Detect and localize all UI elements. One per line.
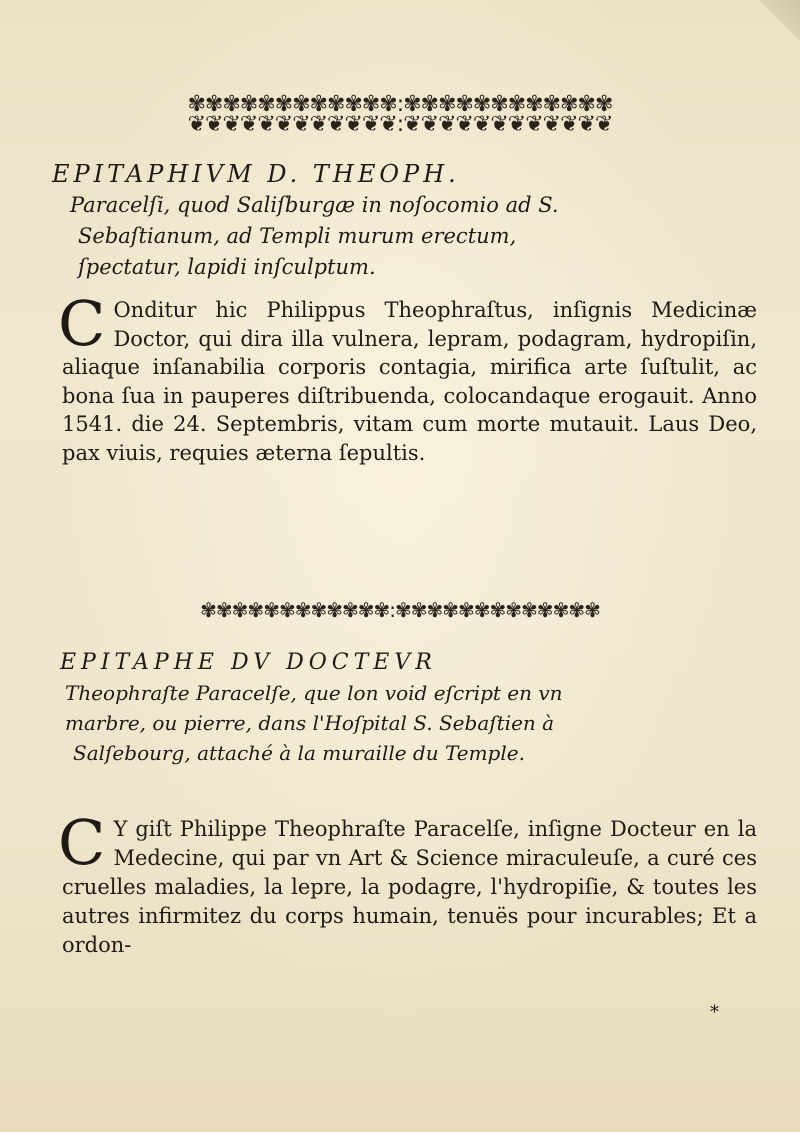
subtitle-line: marbre, ou pierre, dans l'Hoſpital S. Sebaſtien à — [65, 711, 555, 735]
ornament-row: ✾✾✾✾✾✾✾✾✾✾✾✾:✾✾✾✾✾✾✾✾✾✾✾✾ — [187, 92, 613, 117]
latin-epitaph-subtitle — [70, 190, 760, 283]
drop-cap: C — [58, 287, 106, 360]
latin-epitaph-body — [58, 287, 757, 467]
subtitle-line: Paracelſi, quod Saliſburgæ in noſocomio ad S. — [70, 193, 559, 217]
catchword-mark: * — [710, 1002, 719, 1023]
french-epitaph-title: EPITAPHE DV DOCTEVR — [60, 650, 437, 675]
french-body-text: Y giſt Philippe Theophraſte Paracelſe, inſigne Docteur en la Medecine, qui par vn Art & Science miraculeuſe, a curé ces cruelles maladies, la lepre, la podagre, l'hydropiſie, & toutes les autres infirmitez du corps humain, tenuës pour incurables; Et a ordon- — [62, 817, 757, 957]
drop-cap: C — [58, 806, 106, 879]
latin-body-text: Onditur hic Philippus Theophraſtus, inſignis Medicinæ Doctor, qui dira illa vulnera, lepram, podagram, hydropiſin, aliaque inſanabilia corporis contagia, mirifica arte ſuſtulit, ac bona ſua in pauperes diſtribuenda, colocandaque erogauit. Anno 1541. die 24. Septembris, vitam cum morte mutauit. Laus Deo, pax viuis, requies æterna ſepultis. — [62, 298, 757, 465]
subtitle-line: ſpectatur, lapidi inſculptum. — [78, 255, 376, 279]
page-corner-fold — [750, 0, 800, 40]
latin-epitaph-title: EPITAPHIVM D. THEOPH. — [52, 160, 460, 188]
middle-ornament-band — [200, 600, 600, 620]
french-epitaph-body — [58, 806, 757, 960]
french-epitaph-subtitle — [65, 678, 755, 768]
subtitle-line: Sebaſtianum, ad Templi murum erectum, — [78, 224, 517, 248]
subtitle-line: Salſebourg, attaché à la muraille du Temple. — [73, 741, 525, 765]
subtitle-line: Theophraſte Paracelſe, que lon void eſcript en vn — [65, 681, 563, 705]
top-ornament-band — [187, 92, 613, 137]
ornament-row: ❦❦❦❦❦❦❦❦❦❦❦❦:❦❦❦❦❦❦❦❦❦❦❦❦ — [187, 112, 613, 137]
ornament-row: ✾✾✾✾✾✾✾✾✾✾✾✾:✾✾✾✾✾✾✾✾✾✾✾✾✾ — [200, 598, 600, 622]
